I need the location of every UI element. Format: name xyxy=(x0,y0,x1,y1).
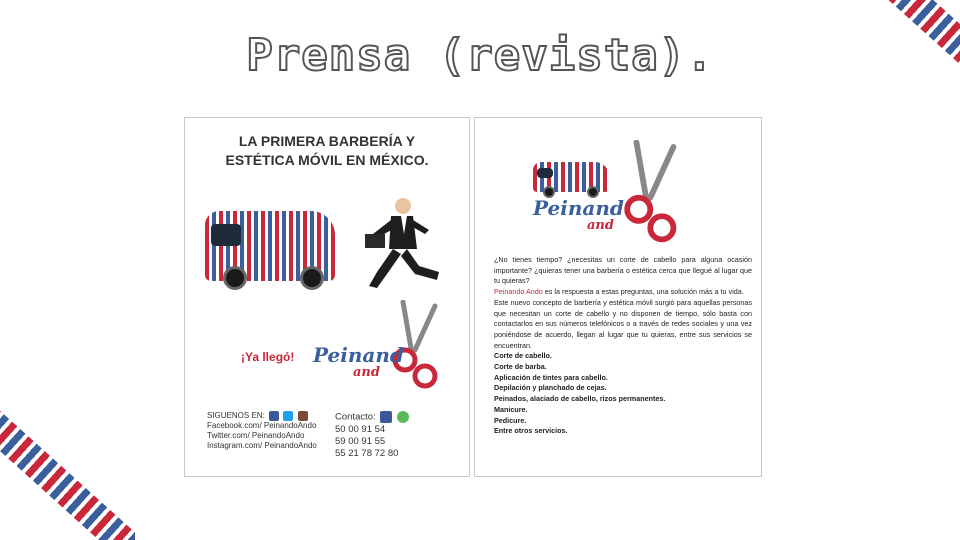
phone-number: 55 21 78 72 80 xyxy=(335,447,399,459)
tagline: ¡Ya llegó! xyxy=(241,350,295,364)
ad-page-right xyxy=(474,117,762,477)
headline-line-1: LA PRIMERA BARBERÍA Y xyxy=(238,133,416,149)
barber-van-image xyxy=(205,206,335,296)
twitter-handle: Twitter.com/ PeinandoAndo xyxy=(207,431,305,441)
service-item: Depilación y planchado de cejas. xyxy=(494,383,607,393)
twitter-icon xyxy=(283,411,293,421)
follow-label: SIGUENOS EN: xyxy=(207,411,265,421)
barber-stripe-corner-bottom-left xyxy=(0,410,135,540)
contact-label: Contacto: xyxy=(335,411,376,423)
ad-page-left xyxy=(184,117,470,477)
service-item: Peinados, alaciado de cabello, rizos permanentes. xyxy=(494,394,666,404)
paragraph: ¿No tienes tiempo? ¿necesitas un corte de cabello para alguna ocasión importante? ¿quieras tener una barbería o estética cerca que llegué al lugar que tu quieras? xyxy=(494,255,752,286)
service-item: Aplicación de tintes para cabello. xyxy=(494,372,608,382)
paragraph xyxy=(494,287,752,298)
paragraph: Este nuevo concepto de barbería y estética móvil surgió para aquellas personas que necesitan un corte de cabello y no disponen de tiempo, sólo basta con contactarlos en sus números telefónicos o a través de redes sociales y una vez poniéndose de acuerdo, llegan al lugar que tu quieras, entre sus servicios se encuentran. xyxy=(494,297,752,350)
logo-wordmark: Peinand xyxy=(533,196,624,220)
service-item: Corte de barba. xyxy=(494,362,547,372)
logo-and: and xyxy=(353,365,380,380)
brand-name: Peinando Ando xyxy=(494,287,543,297)
follow-label-row xyxy=(207,411,317,421)
service-item: Corte de cabello. xyxy=(494,351,552,361)
facebook-contact-icon xyxy=(380,411,392,423)
instagram-handle: Instagram.com/ PeinandoAndo xyxy=(207,441,317,451)
ad-headline xyxy=(195,132,459,170)
phone-number: 50 00 91 54 xyxy=(335,423,386,435)
running-businessman-image xyxy=(355,194,445,294)
service-item: Pedicure. xyxy=(494,415,527,425)
logo-and: and xyxy=(587,218,614,233)
whatsapp-icon xyxy=(397,411,409,423)
social-follow-block xyxy=(207,411,317,451)
barber-van-logo-image xyxy=(533,160,609,200)
facebook-handle: Facebook.com/ PeinandoAndo xyxy=(207,421,317,431)
contact-label-row xyxy=(335,411,409,424)
service-item: Entre otros servicios. xyxy=(494,426,568,436)
contact-block xyxy=(335,411,409,460)
instagram-icon xyxy=(298,411,308,421)
phone-number: 59 00 91 55 xyxy=(335,435,386,447)
paragraph-text: es la respuesta a estas preguntas, una solución más a tu vida. xyxy=(542,287,744,297)
scissors-logo-icon xyxy=(613,140,683,244)
facebook-icon xyxy=(269,411,279,421)
article-body xyxy=(494,255,752,437)
logo-wordmark: Peinand xyxy=(313,343,404,367)
service-item: Manicure. xyxy=(494,404,528,414)
headline-line-2: ESTÉTICA MÓVIL EN MÉXICO. xyxy=(225,152,429,168)
slide-title: Prensa (revista). xyxy=(246,30,714,81)
